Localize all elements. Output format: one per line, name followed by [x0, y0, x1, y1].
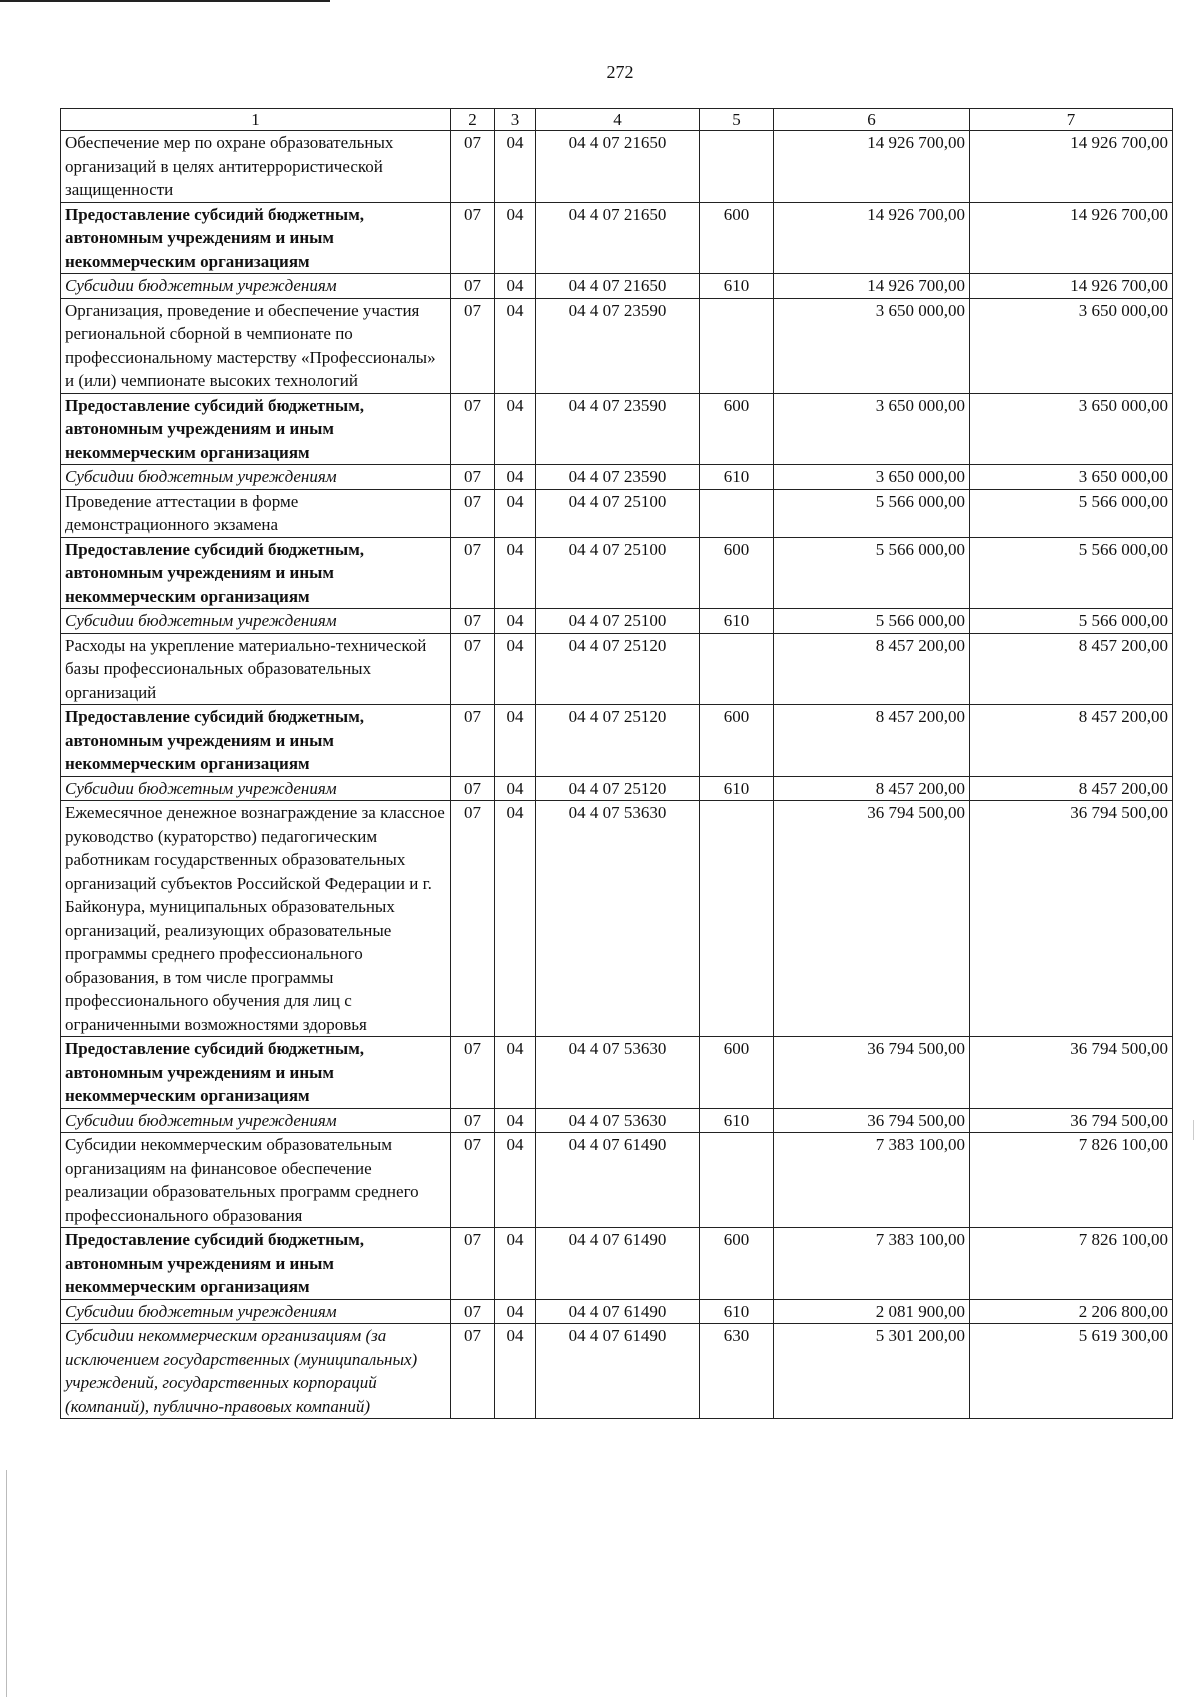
table-row: [61, 1133, 1173, 1228]
row-section-cell: 07: [451, 776, 495, 801]
row-name-cell: Предоставление субсидий бюджетным, автономным учреждениям и иным некоммерческим организациям: [61, 1228, 451, 1300]
table-row: [61, 489, 1173, 537]
header-col-1: 1: [61, 109, 451, 131]
row-target-article-cell: 04 4 07 23590: [536, 298, 700, 393]
row-section-cell: 07: [451, 1299, 495, 1324]
row-subsection-cell: 04: [495, 776, 536, 801]
table-row: [61, 1324, 1173, 1419]
row-expense-type-cell: [700, 633, 774, 705]
table-row: [61, 298, 1173, 393]
row-section-cell: 07: [451, 465, 495, 490]
row-expense-type-cell: 630: [700, 1324, 774, 1419]
row-amount-year1-cell: 3 650 000,00: [774, 393, 970, 465]
table-row: [61, 801, 1173, 1037]
row-subsection-cell: 04: [495, 465, 536, 490]
row-section-cell: 07: [451, 131, 495, 203]
row-expense-type-cell: 600: [700, 537, 774, 609]
row-amount-year1-cell: 8 457 200,00: [774, 633, 970, 705]
page-number: 272: [606, 62, 634, 82]
row-target-article-cell: 04 4 07 25100: [536, 489, 700, 537]
row-target-article-cell: 04 4 07 25100: [536, 537, 700, 609]
row-subsection-cell: 04: [495, 489, 536, 537]
row-amount-year1-cell: 3 650 000,00: [774, 298, 970, 393]
row-amount-year1-cell: 8 457 200,00: [774, 776, 970, 801]
table-header-row: [61, 109, 1173, 131]
header-col-4: 4: [536, 109, 700, 131]
row-subsection-cell: 04: [495, 1299, 536, 1324]
row-subsection-cell: 04: [495, 131, 536, 203]
row-name-cell: Субсидии бюджетным учреждениям: [61, 776, 451, 801]
table-row: [61, 131, 1173, 203]
row-amount-year2-cell: 7 826 100,00: [970, 1133, 1173, 1228]
table-row: [61, 393, 1173, 465]
row-amount-year2-cell: 5 566 000,00: [970, 609, 1173, 634]
row-amount-year2-cell: 3 650 000,00: [970, 298, 1173, 393]
table-row: [61, 537, 1173, 609]
row-subsection-cell: 04: [495, 298, 536, 393]
row-name-cell: Ежемесячное денежное вознаграждение за классное руководство (кураторство) педагогическим работникам государственных образовательных организаций субъектов Российской Федерации и г. Байконура, муниципальных образовательных организаций, реализующих образовательные программы среднего профессионального образования, в том числе программы профессионального обучения для лиц с ограниченными возможностями здоровья: [61, 801, 451, 1037]
row-amount-year1-cell: 8 457 200,00: [774, 705, 970, 777]
row-subsection-cell: 04: [495, 801, 536, 1037]
row-subsection-cell: 04: [495, 705, 536, 777]
row-expense-type-cell: [700, 298, 774, 393]
row-expense-type-cell: 610: [700, 1299, 774, 1324]
row-name-cell: Субсидии бюджетным учреждениям: [61, 1299, 451, 1324]
row-section-cell: 07: [451, 393, 495, 465]
row-amount-year1-cell: 14 926 700,00: [774, 131, 970, 203]
row-section-cell: 07: [451, 489, 495, 537]
budget-table: [60, 108, 1173, 1419]
row-subsection-cell: 04: [495, 1133, 536, 1228]
row-expense-type-cell: 600: [700, 1037, 774, 1109]
row-name-cell: Субсидии бюджетным учреждениям: [61, 465, 451, 490]
row-amount-year1-cell: 14 926 700,00: [774, 202, 970, 274]
row-name-cell: Субсидии бюджетным учреждениям: [61, 274, 451, 299]
row-section-cell: 07: [451, 801, 495, 1037]
row-amount-year2-cell: 5 566 000,00: [970, 489, 1173, 537]
row-expense-type-cell: 600: [700, 202, 774, 274]
row-subsection-cell: 04: [495, 537, 536, 609]
table-row: [61, 776, 1173, 801]
row-target-article-cell: 04 4 07 53630: [536, 801, 700, 1037]
row-subsection-cell: 04: [495, 393, 536, 465]
row-section-cell: 07: [451, 298, 495, 393]
row-name-cell: Субсидии бюджетным учреждениям: [61, 1108, 451, 1133]
row-target-article-cell: 04 4 07 53630: [536, 1108, 700, 1133]
row-expense-type-cell: 610: [700, 609, 774, 634]
row-amount-year2-cell: 8 457 200,00: [970, 705, 1173, 777]
row-target-article-cell: 04 4 07 61490: [536, 1228, 700, 1300]
row-expense-type-cell: 610: [700, 776, 774, 801]
row-subsection-cell: 04: [495, 1324, 536, 1419]
row-amount-year2-cell: 7 826 100,00: [970, 1228, 1173, 1300]
row-target-article-cell: 04 4 07 61490: [536, 1324, 700, 1419]
row-name-cell: Предоставление субсидий бюджетным, автономным учреждениям и иным некоммерческим организациям: [61, 202, 451, 274]
header-col-6: 6: [774, 109, 970, 131]
header-col-3: 3: [495, 109, 536, 131]
row-expense-type-cell: 610: [700, 1108, 774, 1133]
row-subsection-cell: 04: [495, 1108, 536, 1133]
row-amount-year2-cell: 36 794 500,00: [970, 1108, 1173, 1133]
table-row: [61, 274, 1173, 299]
row-subsection-cell: 04: [495, 274, 536, 299]
row-name-cell: Обеспечение мер по охране образовательных организаций в целях антитеррористической защищенности: [61, 131, 451, 203]
row-amount-year1-cell: 5 566 000,00: [774, 609, 970, 634]
scan-margin-line: [6, 1470, 7, 1697]
row-name-cell: Расходы на укрепление материально-технической базы профессиональных образовательных организаций: [61, 633, 451, 705]
row-section-cell: 07: [451, 1228, 495, 1300]
row-name-cell: Предоставление субсидий бюджетным, автономным учреждениям и иным некоммерческим организациям: [61, 1037, 451, 1109]
row-expense-type-cell: [700, 1133, 774, 1228]
row-section-cell: 07: [451, 609, 495, 634]
row-target-article-cell: 04 4 07 21650: [536, 131, 700, 203]
row-target-article-cell: 04 4 07 53630: [536, 1037, 700, 1109]
header-col-2: 2: [451, 109, 495, 131]
row-amount-year2-cell: 5 619 300,00: [970, 1324, 1173, 1419]
row-section-cell: 07: [451, 202, 495, 274]
row-amount-year2-cell: 36 794 500,00: [970, 801, 1173, 1037]
row-amount-year1-cell: 36 794 500,00: [774, 1108, 970, 1133]
row-name-cell: Субсидии некоммерческим организациям (за исключением государственных (муниципальных) учреждений, государственных корпораций (компаний), публично-правовых компаний): [61, 1324, 451, 1419]
row-expense-type-cell: 610: [700, 274, 774, 299]
row-amount-year2-cell: 5 566 000,00: [970, 537, 1173, 609]
row-amount-year2-cell: 3 650 000,00: [970, 465, 1173, 490]
row-amount-year2-cell: 14 926 700,00: [970, 274, 1173, 299]
row-name-cell: Предоставление субсидий бюджетным, автономным учреждениям и иным некоммерческим организациям: [61, 705, 451, 777]
row-section-cell: 07: [451, 1324, 495, 1419]
row-target-article-cell: 04 4 07 61490: [536, 1133, 700, 1228]
row-expense-type-cell: [700, 801, 774, 1037]
row-name-cell: Предоставление субсидий бюджетным, автономным учреждениям и иным некоммерческим организациям: [61, 393, 451, 465]
row-name-cell: Организация, проведение и обеспечение участия региональной сборной в чемпионате по профессиональному мастерству «Профессионалы» и (или) чемпионате высоких технологий: [61, 298, 451, 393]
row-target-article-cell: 04 4 07 25100: [536, 609, 700, 634]
row-amount-year2-cell: 8 457 200,00: [970, 633, 1173, 705]
row-amount-year1-cell: 14 926 700,00: [774, 274, 970, 299]
row-amount-year2-cell: 14 926 700,00: [970, 131, 1173, 203]
row-amount-year1-cell: 5 566 000,00: [774, 489, 970, 537]
header-col-7: 7: [970, 109, 1173, 131]
table-row: [61, 705, 1173, 777]
row-subsection-cell: 04: [495, 633, 536, 705]
row-target-article-cell: 04 4 07 61490: [536, 1299, 700, 1324]
row-subsection-cell: 04: [495, 1228, 536, 1300]
row-target-article-cell: 04 4 07 23590: [536, 393, 700, 465]
row-expense-type-cell: [700, 489, 774, 537]
row-expense-type-cell: 600: [700, 1228, 774, 1300]
row-target-article-cell: 04 4 07 25120: [536, 633, 700, 705]
row-amount-year1-cell: 3 650 000,00: [774, 465, 970, 490]
row-target-article-cell: 04 4 07 25120: [536, 705, 700, 777]
table-row: [61, 1037, 1173, 1109]
table-row: [61, 1228, 1173, 1300]
row-expense-type-cell: 610: [700, 465, 774, 490]
row-name-cell: Предоставление субсидий бюджетным, автономным учреждениям и иным некоммерческим организациям: [61, 537, 451, 609]
row-section-cell: 07: [451, 537, 495, 609]
row-amount-year2-cell: 3 650 000,00: [970, 393, 1173, 465]
row-name-cell: Субсидии некоммерческим образовательным организациям на финансовое обеспечение реализации образовательных программ среднего профессионального образования: [61, 1133, 451, 1228]
row-name-cell: Проведение аттестации в форме демонстрационного экзамена: [61, 489, 451, 537]
row-amount-year1-cell: 5 301 200,00: [774, 1324, 970, 1419]
table-row: [61, 202, 1173, 274]
row-subsection-cell: 04: [495, 202, 536, 274]
row-section-cell: 07: [451, 633, 495, 705]
row-section-cell: 07: [451, 705, 495, 777]
row-target-article-cell: 04 4 07 25120: [536, 776, 700, 801]
row-section-cell: 07: [451, 1133, 495, 1228]
table-row: [61, 1108, 1173, 1133]
table-row: [61, 609, 1173, 634]
row-amount-year1-cell: 5 566 000,00: [774, 537, 970, 609]
row-amount-year1-cell: 7 383 100,00: [774, 1228, 970, 1300]
scan-edge-line: [0, 0, 330, 2]
row-amount-year1-cell: 2 081 900,00: [774, 1299, 970, 1324]
row-amount-year2-cell: 14 926 700,00: [970, 202, 1173, 274]
row-amount-year2-cell: 36 794 500,00: [970, 1037, 1173, 1109]
row-amount-year1-cell: 7 383 100,00: [774, 1133, 970, 1228]
table-row: [61, 465, 1173, 490]
table-row: [61, 1299, 1173, 1324]
row-amount-year2-cell: 8 457 200,00: [970, 776, 1173, 801]
row-expense-type-cell: [700, 131, 774, 203]
row-name-cell: Субсидии бюджетным учреждениям: [61, 609, 451, 634]
row-section-cell: 07: [451, 1037, 495, 1109]
table-row: [61, 633, 1173, 705]
scan-margin-mark: [1193, 1120, 1194, 1140]
row-target-article-cell: 04 4 07 21650: [536, 202, 700, 274]
header-col-5: 5: [700, 109, 774, 131]
row-subsection-cell: 04: [495, 609, 536, 634]
row-amount-year2-cell: 2 206 800,00: [970, 1299, 1173, 1324]
row-expense-type-cell: 600: [700, 705, 774, 777]
row-subsection-cell: 04: [495, 1037, 536, 1109]
row-section-cell: 07: [451, 274, 495, 299]
row-amount-year1-cell: 36 794 500,00: [774, 1037, 970, 1109]
row-target-article-cell: 04 4 07 23590: [536, 465, 700, 490]
row-target-article-cell: 04 4 07 21650: [536, 274, 700, 299]
row-section-cell: 07: [451, 1108, 495, 1133]
row-expense-type-cell: 600: [700, 393, 774, 465]
row-amount-year1-cell: 36 794 500,00: [774, 801, 970, 1037]
